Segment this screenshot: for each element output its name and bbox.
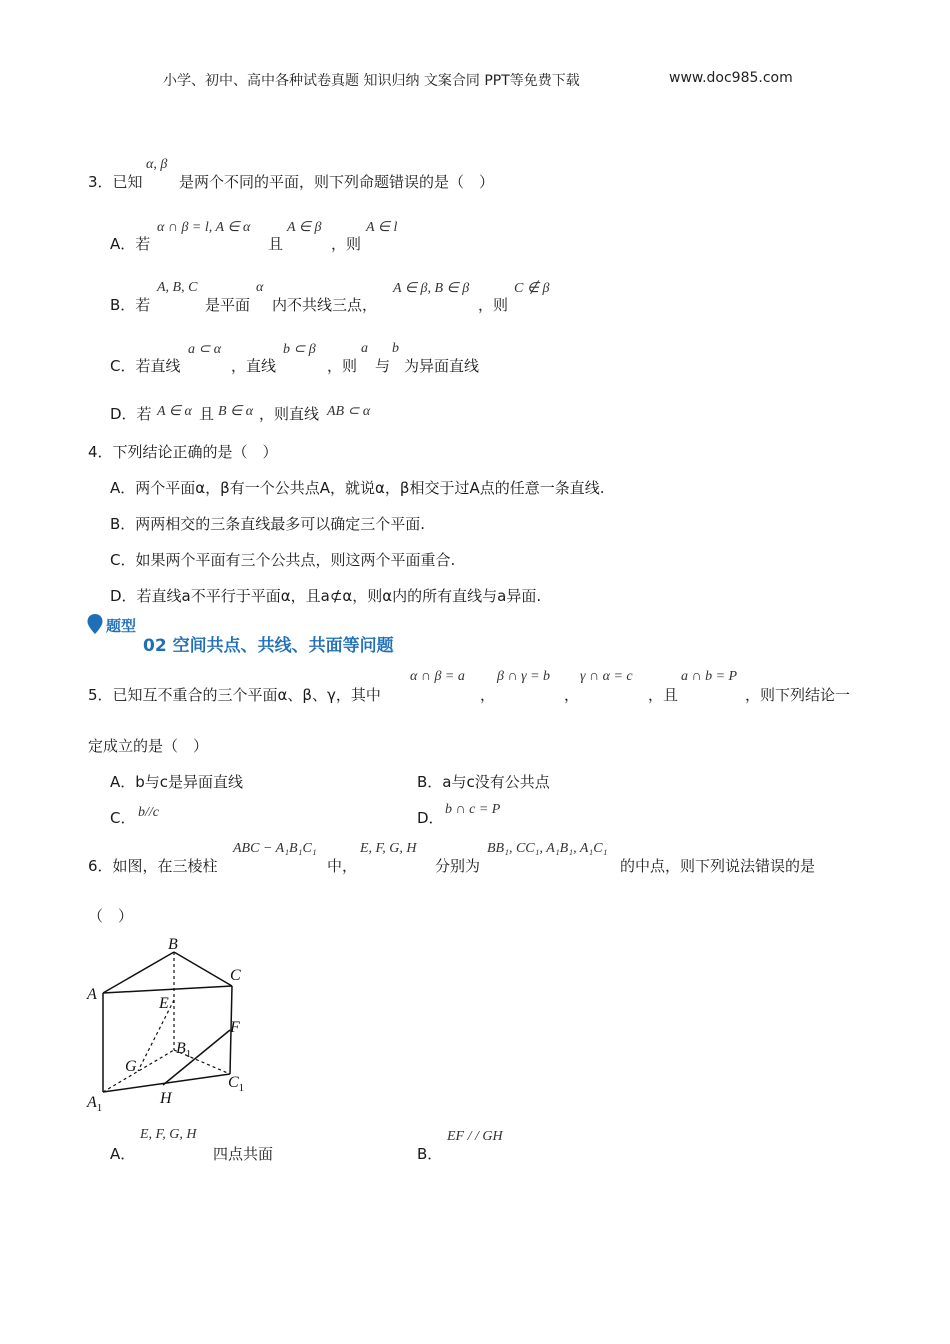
q5-option-c-math: b//c <box>138 805 159 820</box>
q3-number: 3．已知 <box>88 173 143 191</box>
label-C1: $C_1$ <box>228 1074 245 1094</box>
q3-option-d-math3: AB ⊂ α <box>327 404 371 419</box>
label-B: B <box>168 936 178 953</box>
q3-option-b-text2: 内不共线三点， <box>272 296 378 314</box>
q3-option-b-math4: C ∉ β <box>514 281 550 296</box>
q3-option-d-math1: A ∈ α <box>157 404 192 419</box>
q3-option-c-label: C．若直线 <box>110 357 181 375</box>
q3-option-d-label: D．若 <box>110 405 152 423</box>
q5-number: 5．已知互不重合的三个平面α、β、γ，其中 <box>88 686 381 704</box>
q3-option-c-text1: ，直线 <box>231 357 277 375</box>
q6-number: 6．如图，在三棱柱 <box>88 857 218 875</box>
q6-paren: （ ） <box>88 907 134 925</box>
section-title: 02 空间共点、共线、共面等问题 <box>143 636 394 656</box>
q6-math-edges: BB₁, CC₁, A₁B₁, A₁C₁ <box>487 841 608 856</box>
label-G: G <box>125 1058 137 1075</box>
q3-option-d-text2: ，则直线 <box>259 405 320 423</box>
q3-option-a-label: A．若 <box>110 235 151 253</box>
q3-option-b-math1: A, B, C <box>157 280 198 295</box>
label-A: A <box>87 986 97 1003</box>
q3-option-a-math3: A ∈ l <box>366 220 398 235</box>
label-H: H <box>160 1090 172 1107</box>
q5-comma2: ， <box>564 686 580 704</box>
section-tag: 题型 <box>106 617 137 635</box>
label-C: C <box>230 967 241 984</box>
q6-option-a-label: A． <box>110 1145 136 1163</box>
q3-option-c-math3: a <box>361 341 368 356</box>
q3-option-c-text4: 为异面直线 <box>404 357 480 375</box>
q5-math2: β ∩ γ = b <box>497 669 551 684</box>
q4-stem: 4．下列结论正确的是（ ） <box>88 443 278 461</box>
q5-option-d-label: D． <box>417 809 444 827</box>
q3-option-b-text3: ，则 <box>478 296 509 314</box>
q6-option-b-label: B． <box>417 1145 443 1163</box>
q5-comma1: ， <box>480 686 496 704</box>
header-text: 小学、初中、高中各种试卷真题 知识归纳 文案合同 PPT等免费下载 <box>163 73 580 89</box>
q3-option-c-text3: 与 <box>375 357 391 375</box>
q3-option-a-math1: α ∩ β = l, A ∈ α <box>157 220 251 235</box>
map-pin-icon <box>86 613 104 635</box>
q5-and: ，且 <box>648 686 679 704</box>
q3-option-c-math4: b <box>392 341 399 356</box>
q6-text3: 的中点，则下列说法错误的是 <box>620 857 816 875</box>
q3-option-b-label: B．若 <box>110 296 151 314</box>
q4-option-b: B．两两相交的三条直线最多可以确定三个平面. <box>110 515 426 533</box>
q3-option-b-text1: 是平面 <box>205 296 251 314</box>
q3-option-a-text1: 且 <box>268 235 284 253</box>
q3-option-d-math2: B ∈ α <box>218 404 254 419</box>
q6-math-points: E, F, G, H <box>360 841 417 856</box>
q6-option-a-text: 四点共面 <box>213 1145 274 1163</box>
label-E: E <box>159 995 169 1012</box>
q5-tail: ，则下列结论一 <box>745 686 851 704</box>
q3-math-planes: α, β <box>146 157 168 172</box>
q3-option-c-text2: ，则 <box>327 357 358 375</box>
q5-line2: 定成立的是（ ） <box>88 737 209 755</box>
q6-text1: 中， <box>327 857 358 875</box>
q5-math4: a ∩ b = P <box>681 669 738 684</box>
q6-option-a-math: E, F, G, H <box>140 1127 197 1142</box>
q4-option-a: A．两个平面α，β有一个公共点A，就说α，β相交于过A点的任意一条直线. <box>110 479 605 497</box>
q4-option-c: C．如果两个平面有三个公共点，则这两个平面重合. <box>110 551 456 569</box>
q5-option-d-math: b ∩ c = P <box>445 802 501 817</box>
q6-text2: 分别为 <box>435 857 481 875</box>
q6-option-b-math: EF / / GH <box>447 1129 503 1144</box>
q3-option-d-text1: 且 <box>199 405 215 423</box>
label-B1: $B_1$ <box>176 1040 192 1060</box>
q5-option-a: A．b与c是异面直线 <box>110 773 244 791</box>
q3-option-a-text2: ，则 <box>331 235 362 253</box>
label-F: F <box>230 1019 240 1036</box>
q5-option-b: B．a与c没有公共点 <box>417 773 550 791</box>
q5-math1: α ∩ β = a <box>410 669 465 684</box>
q3-option-b-math2: α <box>256 280 264 295</box>
q6-math-prism: ABC − A₁B₁C₁ <box>233 841 317 856</box>
prism-figure <box>84 932 254 1117</box>
q5-math3: γ ∩ α = c <box>580 669 633 684</box>
q3-option-c-math2: b ⊂ β <box>283 342 316 357</box>
q3-stem: 是两个不同的平面，则下列命题错误的是（ ） <box>179 173 495 191</box>
q4-option-d: D．若直线a不平行于平面α，且a⊄α，则α内的所有直线与a异面. <box>110 587 542 605</box>
q3-option-b-math3: A ∈ β, B ∈ β <box>393 281 470 296</box>
q5-option-c-label: C． <box>110 809 136 827</box>
label-A1: $A_1$ <box>87 1094 103 1114</box>
q3-option-c-math1: a ⊂ α <box>188 342 222 357</box>
header-site-link[interactable]: www.doc985.com <box>669 70 793 86</box>
q3-option-a-math2: A ∈ β <box>287 220 322 235</box>
